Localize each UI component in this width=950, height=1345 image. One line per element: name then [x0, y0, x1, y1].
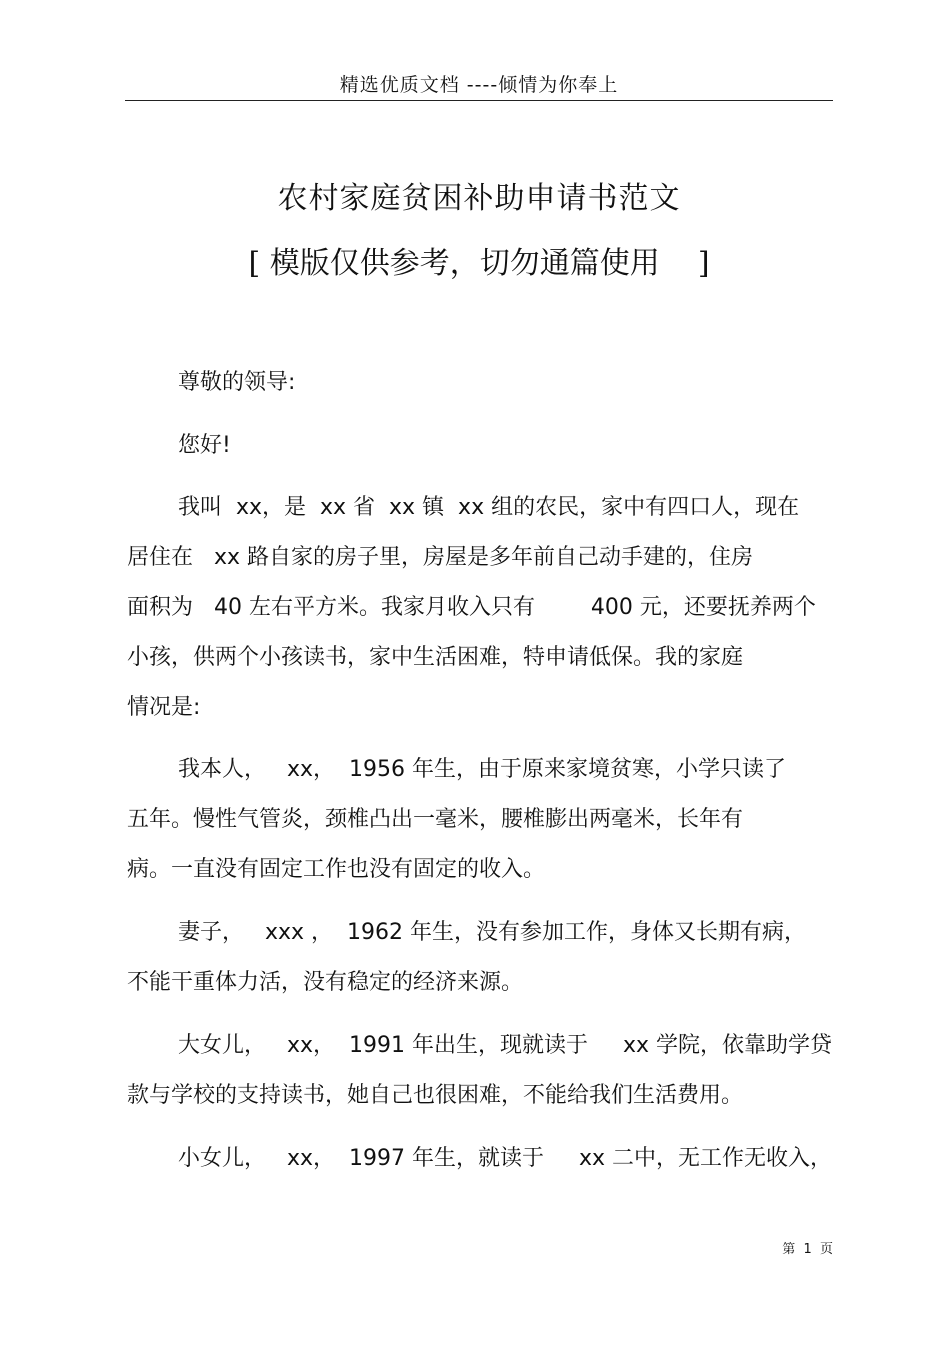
running-header: 精选优质文档 ----倾情为你奉上 — [339, 74, 619, 96]
paragraph-line: 居住在 xx 路自家的房子里，房屋是多年前自己动手建的，住房 — [127, 545, 754, 570]
paragraph-line: 我本人， xx， 1956 年生，由于原来家境贫寒，小学只读了 — [178, 757, 786, 782]
document-subtitle: [ 模版仅供参考，切勿通篇使用 ] — [248, 246, 710, 281]
greeting: 您好! — [178, 433, 231, 458]
paragraph-line: 小女儿， xx， 1997 年生，就读于 xx 二中，无工作无收入， — [178, 1146, 832, 1171]
page-number: 第 1 页 — [782, 1242, 833, 1257]
paragraph-line: 五年。慢性气管炎，颈椎凸出一毫米，腰椎膨出两毫米，长年有 — [127, 807, 744, 832]
paragraph-line: 大女儿， xx， 1991 年出生，现就读于 xx 学院，依靠助学贷 — [178, 1033, 832, 1058]
document-title: 农村家庭贫困补助申请书范文 — [277, 181, 681, 216]
paragraph-line: 款与学校的支持读书，她自己也很困难，不能给我们生活费用。 — [127, 1083, 744, 1108]
paragraph-line: 病。一直没有固定工作也没有固定的收入。 — [127, 857, 546, 882]
paragraph-line: 不能干重体力活，没有稳定的经济来源。 — [127, 970, 524, 995]
paragraph-line: 妻子， xxx ， 1962 年生，没有参加工作，身体又长期有病， — [178, 920, 807, 945]
salutation: 尊敬的领导: — [178, 370, 296, 395]
header-divider — [125, 100, 833, 101]
paragraph-line: 小孩，供两个小孩读书，家中生活困难，特申请低保。我的家庭 — [127, 645, 744, 670]
paragraph-line: 我叫 xx，是 xx 省 xx 镇 xx 组的农民，家中有四口人，现在 — [178, 495, 800, 520]
paragraph-line: 情况是: — [127, 695, 201, 720]
paragraph-line: 面积为 40 左右平方米。我家月收入只有 400 元，还要抚养两个 — [127, 595, 816, 620]
